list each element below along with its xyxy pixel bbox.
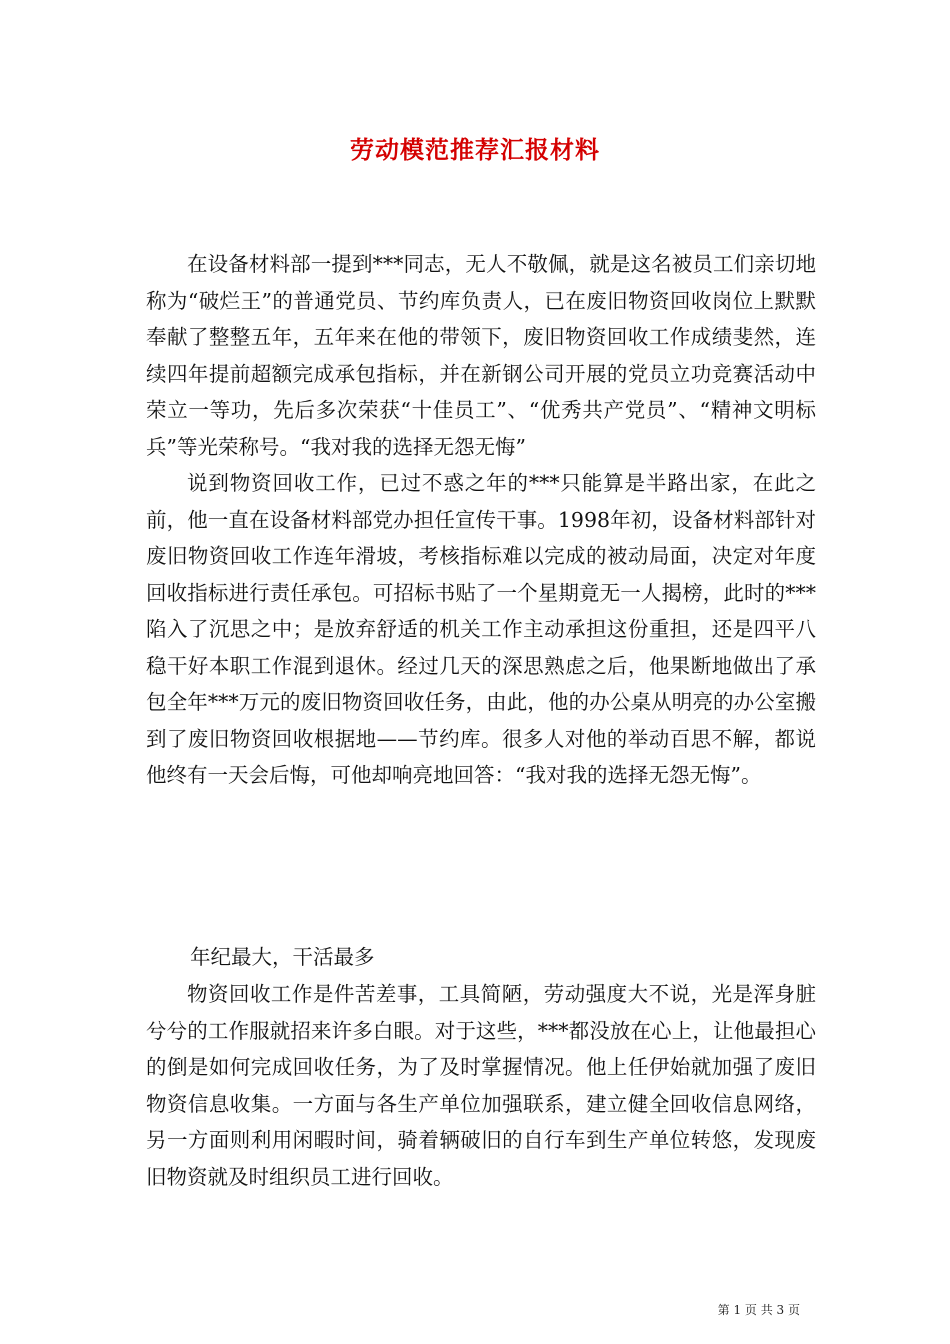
body-section-2 (146, 976, 816, 1195)
paragraph-3: 物资回收工作是件苦差事，工具简陋，劳动强度大不说，光是浑身脏兮兮的工作服就招来许多白眼。对于这些，***都没放在心上，让他最担心的倒是如何完成回收任务，为了及时掌握情况。他上任伊始就加强了废旧物资信息收集。一方面与各生产单位加强联系，建立健全回收信息网络，另一方面则利用闲暇时间，骑着辆破旧的自行车到生产单位转悠，发现废旧物资就及时组织员工进行回收。 (146, 982, 816, 1189)
body-section-1 (146, 246, 816, 794)
page-number-footer: 第 1 页 共 3 页 (717, 1303, 800, 1317)
paragraph-1: 在设备材料部一提到***同志，无人不敬佩，就是这名被员工们亲切地称为“破烂王”的普通党员、节约库负责人，已在废旧物资回收岗位上默默奉献了整整五年，五年来在他的带领下，废旧物资回收工作成绩斐然，连续四年提前超额完成承包指标，并在新钢公司开展的党员立功竞赛活动中荣立一等功，先后多次荣获“十佳员工”、“优秀共产党员”、“精神文明标兵”等光荣称号。“我对我的选择无怨无悔” (146, 252, 816, 459)
paragraph-2: 说到物资回收工作，已过不惑之年的***只能算是半路出家，在此之前，他一直在设备材料部党办担任宣传干事。1998年初，设备材料部针对废旧物资回收工作连年滑坡，考核指标难以完成的被动局面，决定对年度回收指标进行责任承包。可招标书贴了一个星期竟无一人揭榜，此时的***陷入了沉思之中；是放弃舒适的机关工作主动承担这份重担，还是四平八稳干好本职工作混到退休。经过几天的深思熟虑之后，他果断地做出了承包全年***万元的废旧物资回收任务，由此，他的办公桌从明亮的办公室搬到了废旧物资回收根据地——节约库。很多人对他的举动百思不解，都说他终有一天会后悔，可他却响亮地回答：“我对我的选择无怨无悔”。 (146, 471, 816, 787)
document-title: 劳动模范推荐汇报材料 (350, 135, 600, 164)
section-subheading: 年纪最大，干活最多 (190, 945, 375, 969)
